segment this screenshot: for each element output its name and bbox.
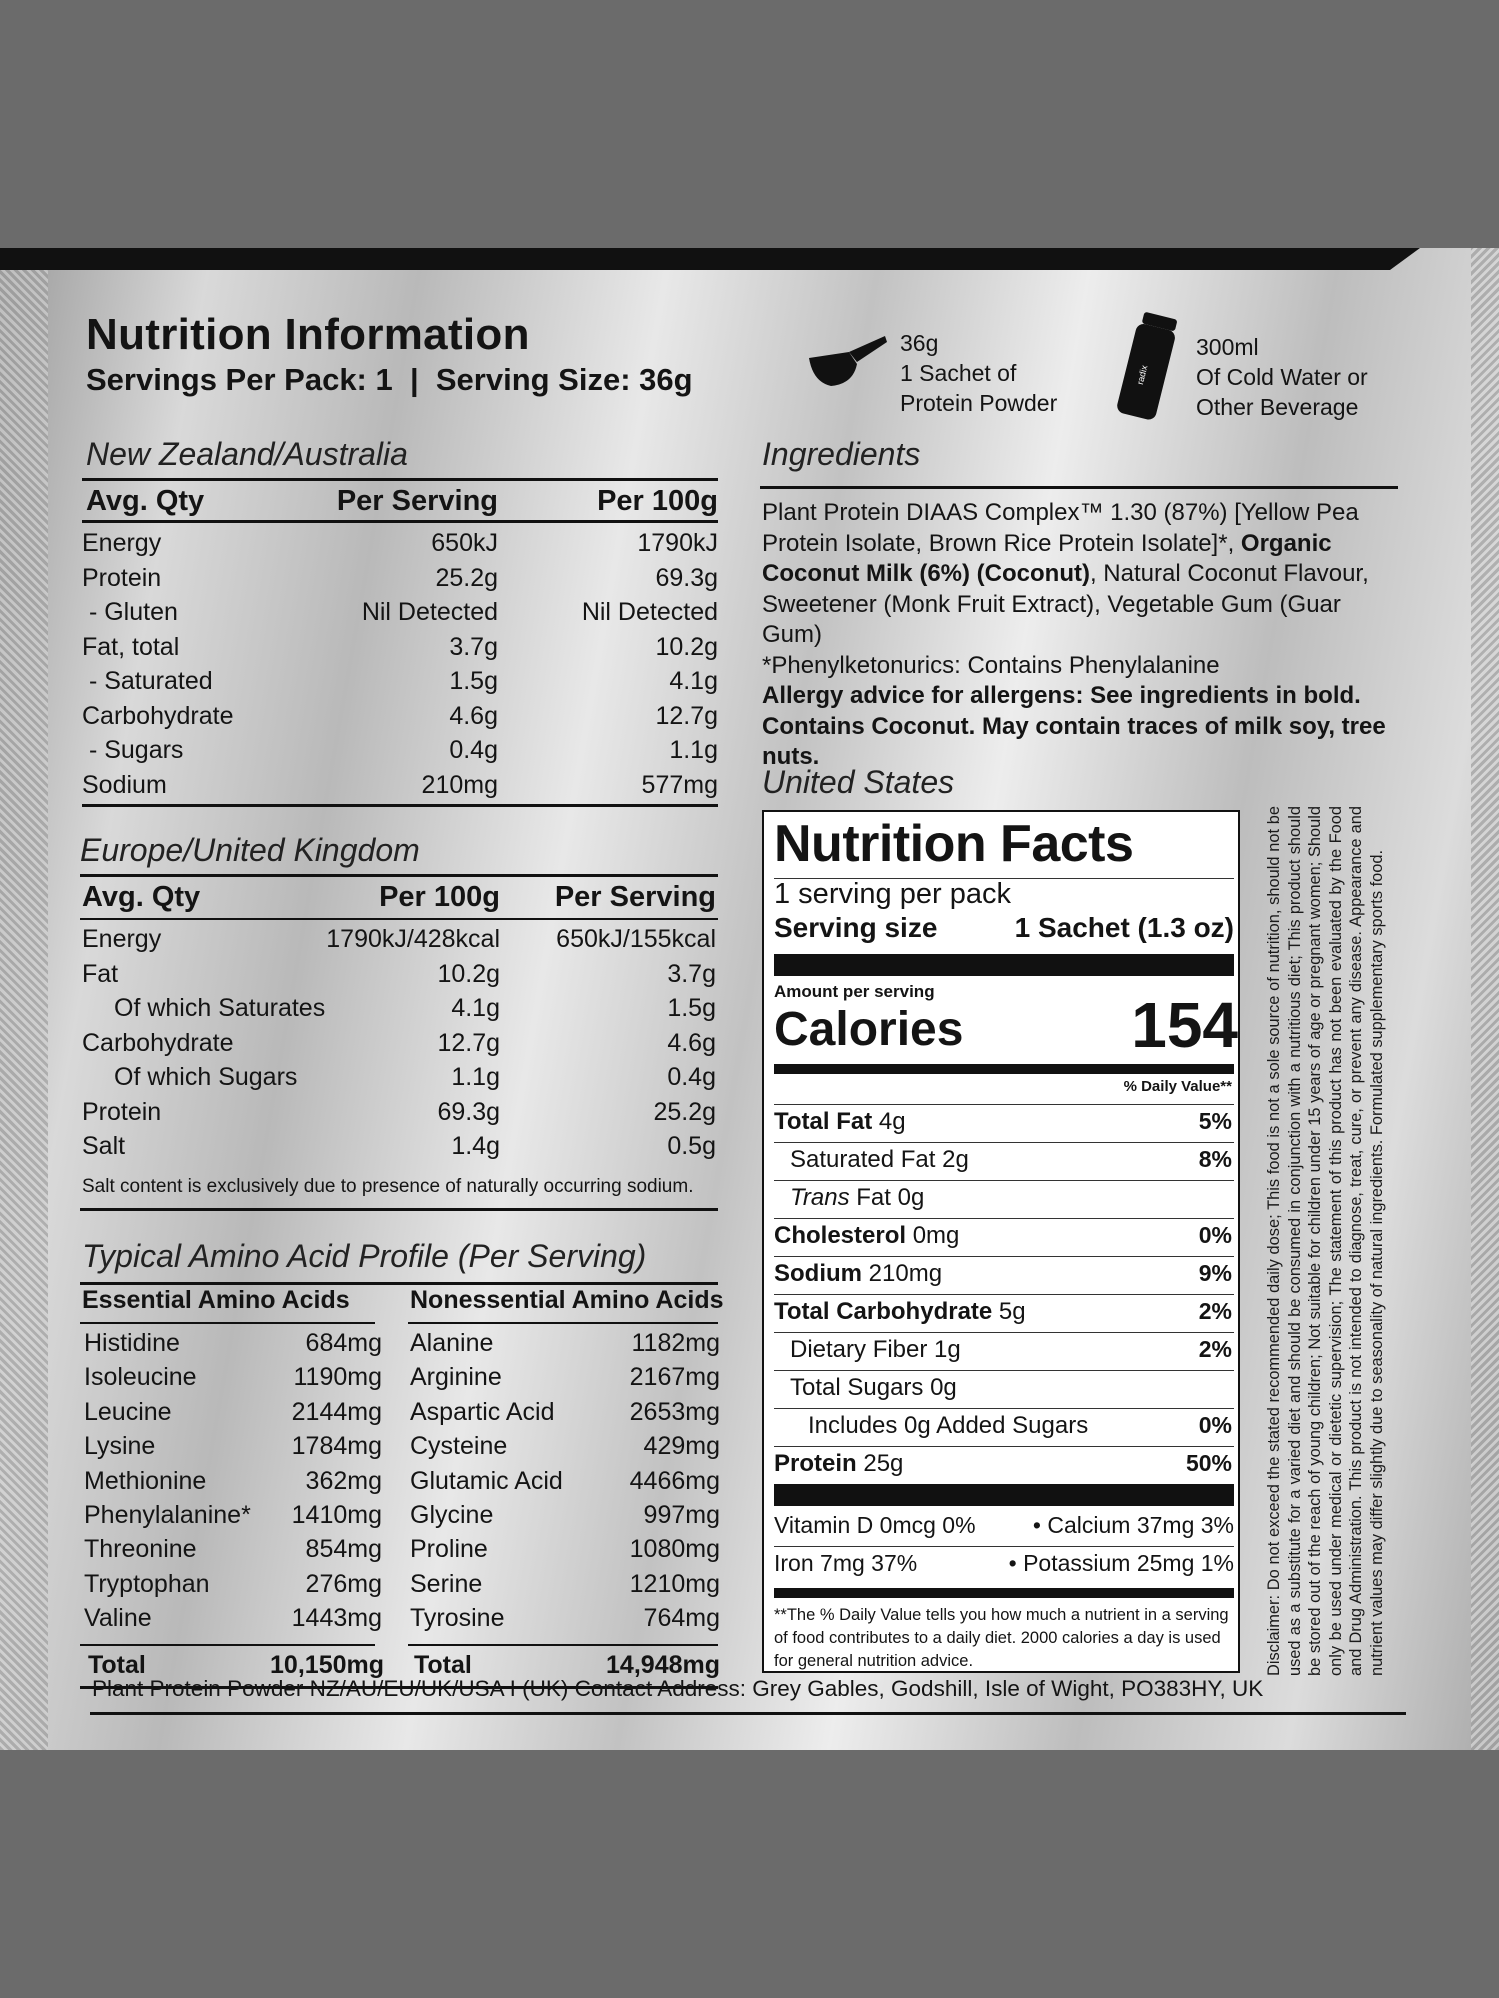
nz-au-row — [82, 561, 718, 595]
nz-au-header-100g: Per 100g — [597, 485, 718, 517]
nz-au-cell-label: Carbohydrate — [82, 701, 234, 730]
nonessential-amino-value: 2653mg — [629, 1397, 720, 1426]
nf-row — [774, 1108, 1232, 1136]
essential-amino-value: 684mg — [305, 1329, 382, 1357]
nf-row-rule — [774, 1142, 1234, 1143]
eu-uk-header-100g: Per 100g — [379, 881, 500, 913]
eu-uk-cell-100g: 69.3g — [437, 1097, 500, 1126]
nf-row-value: Fat 0g — [856, 1184, 925, 1211]
nf-serving-size-value: 1 Sachet (1.3 oz) — [1014, 912, 1234, 943]
nf-row-value: 5g — [998, 1298, 1026, 1325]
nz-au-cell-100g: 10.2g — [655, 632, 718, 661]
eu-uk-cell-100g: 1790kJ/428kcal — [326, 925, 500, 953]
nonessential-amino-value: 2167mg — [629, 1363, 720, 1392]
nf-vit2-right: • Potassium 25mg 1% — [1008, 1550, 1234, 1576]
nz-au-cell-serving: 4.6g — [449, 701, 498, 730]
nz-au-cell-label: Fat, total — [82, 632, 180, 661]
amino-top-rule — [80, 1282, 718, 1285]
nutrition-facts-box — [762, 810, 1240, 1673]
nf-row-label: Cholesterol — [774, 1222, 907, 1249]
eu-uk-cell-label: Of which Saturates — [114, 994, 326, 1022]
nf-row-pct: 0% — [1198, 1222, 1232, 1248]
nf-row-pct: 2% — [1198, 1298, 1232, 1324]
nonessential-amino-value: 764mg — [643, 1604, 720, 1633]
nf-row-label: Total Fat — [774, 1108, 873, 1135]
nz-au-cell-label: - Saturated — [82, 667, 213, 695]
eu-uk-cell-serving: 25.2g — [653, 1097, 716, 1126]
ingredients-text — [762, 498, 1402, 773]
nf-row-rule — [774, 1256, 1234, 1257]
nz-au-cell-label: Protein — [82, 563, 162, 592]
shaker-line2: Other Beverage — [1196, 394, 1359, 420]
essential-amino-name: Lysine — [84, 1432, 156, 1461]
nf-row-pct: 50% — [1185, 1450, 1232, 1476]
nf-dv-header: % Daily Value** — [1123, 1078, 1232, 1095]
nf-row-rule — [774, 1104, 1234, 1105]
nf-row-label: Sodium — [774, 1260, 862, 1287]
scoop-line2: Protein Powder — [900, 390, 1058, 416]
eu-uk-cell-100g: 12.7g — [437, 1028, 500, 1057]
nz-au-row — [82, 733, 718, 767]
nf-row — [790, 1146, 1232, 1174]
essential-amino-name: Tryptophan — [84, 1569, 210, 1598]
essential-amino-value: 854mg — [305, 1535, 382, 1564]
page-title: Nutrition Information — [86, 310, 530, 359]
essential-header-rule — [80, 1322, 375, 1324]
nf-row-rule — [774, 1218, 1234, 1219]
footer-rule — [90, 1712, 1406, 1715]
nz-au-cell-serving: 210mg — [421, 770, 498, 799]
nz-au-cell-label: Energy — [82, 529, 162, 557]
nf-serving-size-label: Serving size — [774, 912, 938, 943]
nf-row — [774, 1450, 1232, 1478]
eu-uk-cell-label: Salt — [82, 1132, 126, 1160]
eu-uk-cell-serving: 650kJ/155kcal — [556, 925, 716, 953]
essential-amino-name: Methionine — [84, 1466, 207, 1495]
nf-vit1-left: Vitamin D 0mcg 0% — [774, 1512, 976, 1538]
ingredients-part2: , Natural Coconut Flavour, Sweetener (Monk Fruit Extract), Vegetable Gum (Guar Gum) — [762, 560, 1369, 648]
nonessential-amino-value: 997mg — [643, 1501, 720, 1529]
nf-row — [774, 1298, 1232, 1326]
eu-uk-title: Europe/United Kingdom — [80, 832, 420, 868]
scoop-amount: 36g — [900, 330, 939, 356]
eu-uk-row — [82, 991, 716, 1025]
nf-row-value: 0mg — [912, 1222, 960, 1249]
scoop-line1: 1 Sachet of — [900, 360, 1017, 386]
nf-row-pct: 0% — [1198, 1412, 1232, 1438]
label-panel — [0, 248, 1499, 1750]
eu-uk-row — [82, 1026, 716, 1060]
nf-row-rule — [774, 1408, 1234, 1409]
eu-uk-header-qty: Avg. Qty — [82, 881, 201, 913]
eu-uk-cell-100g: 1.4g — [451, 1132, 500, 1160]
nf-row — [790, 1184, 1232, 1212]
nz-au-cell-label: - Sugars — [82, 736, 184, 764]
eu-uk-cell-serving: 4.6g — [667, 1028, 716, 1057]
essential-total-label: Total — [88, 1651, 146, 1679]
nf-row-rule — [774, 1446, 1234, 1447]
nz-au-row — [82, 526, 718, 560]
phenylketonurics-note: *Phenylketonurics: Contains Phenylalanine — [762, 651, 1220, 679]
nf-footnote: **The % Daily Value tells you how much a nutrient in a serving of food contributes to a daily diet. 2000 calories a day is used for general nutrition advice. — [774, 1606, 1229, 1670]
essential-amino-name: Leucine — [84, 1397, 172, 1426]
eu-uk-cell-label: Protein — [82, 1097, 162, 1126]
nz-au-row — [82, 768, 718, 802]
nf-row-pct: 8% — [1198, 1146, 1232, 1172]
nz-au-cell-serving: 25.2g — [435, 563, 498, 592]
nf-row — [774, 1260, 1232, 1288]
essential-amino-name: Phenylalanine* — [84, 1501, 251, 1529]
essential-amino-value: 1410mg — [291, 1501, 382, 1529]
eu-uk-cell-label: Of which Sugars — [114, 1063, 298, 1091]
nz-au-row — [82, 595, 718, 629]
eu-uk-row — [82, 957, 716, 991]
nonessential-amino-name: Aspartic Acid — [410, 1397, 555, 1426]
nonessential-amino-name: Proline — [410, 1535, 488, 1564]
nz-au-top-rule — [82, 478, 718, 481]
salt-note: Salt content is exclusively due to presence of naturally occurring sodium. — [82, 1176, 694, 1197]
nonessential-amino-value: 429mg — [643, 1432, 720, 1461]
eu-uk-cell-label: Fat — [82, 959, 119, 988]
essential-amino-name: Valine — [84, 1604, 152, 1633]
scoop-text — [900, 328, 1057, 418]
nf-vit2-left: Iron 7mg 37% — [774, 1550, 918, 1576]
nonessential-amino-name: Serine — [410, 1569, 483, 1598]
nf-calories-label: Calories — [774, 1003, 964, 1056]
essential-amino-value: 1784mg — [291, 1432, 382, 1461]
nf-row-label: Total Carbohydrate — [774, 1298, 993, 1325]
nz-au-header-serving: Per Serving — [336, 485, 498, 517]
essential-amino-value: 1443mg — [291, 1604, 382, 1633]
nonessential-total: 14,948mg — [606, 1651, 720, 1679]
nonessential-amino-name: Arginine — [410, 1363, 502, 1392]
nz-au-header-qty: Avg. Qty — [86, 485, 205, 517]
nf-row-label: Saturated Fat — [790, 1146, 936, 1173]
nz-au-header — [86, 484, 718, 518]
nf-thick-bar-4 — [774, 1588, 1234, 1598]
scoop-icon — [805, 330, 887, 390]
nf-row-pct: 2% — [1198, 1336, 1232, 1362]
nz-au-row — [82, 664, 718, 698]
nonessential-amino-name: Glycine — [410, 1501, 494, 1529]
nonessential-amino-value: 1080mg — [629, 1535, 720, 1564]
nonessential-total-label: Total — [414, 1651, 472, 1679]
essential-amino-name: Histidine — [84, 1329, 180, 1357]
eu-uk-row — [82, 1060, 716, 1094]
eu-uk-top-rule — [80, 874, 718, 877]
nf-row-value: 0g — [930, 1374, 957, 1401]
ingredients-rule — [760, 486, 1398, 489]
nonessential-amino-name: Glutamic Acid — [410, 1466, 563, 1495]
eu-uk-cell-label: Carbohydrate — [82, 1028, 234, 1057]
nf-row-rule — [774, 1370, 1234, 1371]
nonessential-amino-value: 4466mg — [629, 1466, 720, 1495]
essential-amino-value: 1190mg — [293, 1363, 382, 1392]
essential-header: Essential Amino Acids — [82, 1286, 350, 1314]
eu-uk-cell-serving: 0.4g — [667, 1063, 716, 1091]
nonessential-header-rule — [408, 1322, 718, 1324]
nf-row-pct: 9% — [1198, 1260, 1232, 1286]
eu-uk-header — [82, 880, 716, 914]
nf-row — [790, 1336, 1232, 1364]
nz-au-cell-100g: 12.7g — [655, 701, 718, 730]
shaker-line1: Of Cold Water or — [1196, 364, 1368, 390]
nf-row — [774, 1222, 1232, 1250]
nz-au-cell-100g: 69.3g — [655, 563, 718, 592]
essential-amino-value: 276mg — [305, 1569, 382, 1598]
top-background — [0, 0, 1499, 248]
nz-au-cell-100g: Nil Detected — [581, 598, 718, 626]
eu-uk-row — [82, 1129, 716, 1163]
nf-vit1-right: • Calcium 37mg 3% — [1032, 1512, 1234, 1538]
nf-row-rule — [774, 1294, 1234, 1295]
nonessential-header: Nonessential Amino Acids — [410, 1286, 724, 1314]
bottom-background — [0, 1750, 1499, 1998]
nz-au-cell-serving: 650kJ — [431, 529, 498, 557]
nf-row — [808, 1412, 1232, 1440]
nf-servings: 1 serving per pack — [774, 878, 1011, 910]
essential-total-rule — [80, 1644, 375, 1646]
nonessential-amino-value: 1182mg — [631, 1329, 720, 1357]
left-pattern-edge — [0, 270, 48, 1750]
nz-au-bottom-rule — [82, 804, 718, 807]
nz-au-cell-100g: 1.1g — [669, 736, 718, 764]
nonessential-amino-name: Alanine — [410, 1329, 494, 1357]
nz-au-cell-100g: 577mg — [641, 770, 718, 799]
us-title: United States — [762, 764, 955, 800]
nf-row-label: Dietary Fiber — [790, 1336, 928, 1363]
ingredients-title: Ingredients — [762, 436, 921, 472]
eu-uk-bottom-rule — [80, 1208, 718, 1211]
shaker-amount: 300ml — [1196, 334, 1259, 360]
eu-uk-cell-100g: 4.1g — [451, 994, 500, 1022]
nf-calories-value: 154 — [1131, 989, 1238, 1061]
eu-uk-cell-serving: 1.5g — [667, 994, 716, 1022]
nf-row — [790, 1374, 1232, 1402]
shaker-icon — [1112, 304, 1184, 422]
disclaimer-text: Disclaimer: Do not exceed the stated recommended daily dose; This food is not a sole source of nutrition, should not be used as a substitute for a varied diet and should be consumed in conjunction with a nutritious diet; This product should be stored out of the reach of young children; Not suitable for children under 15 years of age or pregnant women; Should only be used under medical or dietetic supervision; The statement of this product has not been evaluated by the Food and Drug Administration. This product is not intended to diagnose, treat, cure, or prevent any disease. Appearance and nutrient values may differ slightly due to seasonality of natural ingredients. Formulated supplementary sports food. — [1265, 806, 1386, 1676]
eu-uk-header-rule — [80, 918, 718, 920]
essential-amino-name: Threonine — [84, 1535, 197, 1564]
nz-au-cell-label: - Gluten — [82, 598, 178, 626]
nz-au-cell-label: Sodium — [82, 770, 167, 799]
nz-au-cell-100g: 4.1g — [669, 667, 718, 695]
page-subtitle: Servings Per Pack: 1 | Serving Size: 36g — [86, 362, 693, 397]
eu-uk-row — [82, 1095, 716, 1129]
nz-au-cell-100g: 1790kJ — [637, 529, 718, 557]
essential-total: 10,150mg — [270, 1651, 384, 1679]
essential-amino-value: 2144mg — [291, 1397, 382, 1426]
nonessential-amino-name: Cysteine — [410, 1432, 508, 1461]
eu-uk-cell-label: Energy — [82, 925, 162, 953]
nf-thick-bar-3 — [774, 1484, 1234, 1506]
nonessential-amino-value: 1210mg — [629, 1569, 720, 1598]
eu-uk-cell-serving: 3.7g — [667, 959, 716, 988]
nf-row-label: Protein — [774, 1450, 857, 1477]
right-pattern-edge — [1471, 248, 1499, 1750]
nz-au-row — [82, 699, 718, 733]
eu-uk-cell-100g: 10.2g — [437, 959, 500, 988]
eu-uk-header-serving: Per Serving — [554, 881, 716, 913]
nf-row-label: Trans — [790, 1184, 850, 1211]
nf-row-rule — [774, 1332, 1234, 1333]
ingredients-part1: Plant Protein DIAAS Complex™ 1.30 (87%) [Yellow Pea Protein Isolate, Brown Rice Protein Isolate]*, — [762, 499, 1359, 557]
nz-au-cell-serving: Nil Detected — [361, 598, 498, 626]
amino-title: Typical Amino Acid Profile (Per Serving) — [82, 1238, 647, 1274]
essential-amino-name: Isoleucine — [84, 1363, 197, 1392]
ingredients-bold: Organic Coconut Milk (6%) (Coconut) — [762, 529, 1332, 587]
footer-text: Plant Protein Powder NZ/AU/EU/UK/USA I (UK) Contact Address: Grey Gables, Godshill, Isle of Wight, PO383HY, UK — [92, 1676, 1264, 1701]
essential-amino-value: 362mg — [305, 1466, 382, 1495]
nf-vit-rule — [774, 1546, 1234, 1547]
eu-uk-row — [82, 922, 716, 956]
nf-thick-bar-1 — [774, 954, 1234, 976]
nf-title: Nutrition Facts — [774, 815, 1134, 873]
top-black-bar — [0, 248, 1390, 270]
allergy-advice: Allergy advice for allergens: See ingredients in bold. Contains Coconut. May contain traces of milk soy, tree nuts. — [762, 682, 1386, 770]
nz-au-cell-serving: 0.4g — [449, 736, 498, 764]
eu-uk-cell-serving: 0.5g — [667, 1132, 716, 1160]
nf-row-value: 1g — [934, 1336, 961, 1363]
nf-row-label: Includes 0g Added Sugars — [808, 1412, 1089, 1439]
nz-au-row — [82, 630, 718, 664]
nf-row-value: 4g — [878, 1108, 906, 1135]
nf-row-value: 210mg — [868, 1260, 943, 1287]
shaker-text — [1196, 332, 1368, 422]
nz-au-header-rule — [82, 520, 718, 523]
nf-row-rule — [774, 1180, 1234, 1181]
nf-row-label: Total Sugars — [790, 1374, 924, 1401]
nf-row-value: 25g — [863, 1450, 904, 1477]
nz-au-cell-serving: 3.7g — [449, 632, 498, 661]
nonessential-total-rule — [408, 1644, 718, 1646]
nf-amount-per-serving: Amount per serving — [774, 982, 935, 1001]
shaker-brand: radix — [1134, 364, 1150, 386]
nf-row-pct: 5% — [1198, 1108, 1232, 1134]
nf-row-value: 2g — [942, 1146, 969, 1173]
nf-thick-bar-2 — [774, 1064, 1234, 1074]
nz-au-title: New Zealand/Australia — [86, 436, 408, 472]
nonessential-amino-name: Tyrosine — [410, 1604, 505, 1633]
nz-au-cell-serving: 1.5g — [449, 667, 498, 695]
eu-uk-cell-100g: 1.1g — [451, 1063, 500, 1091]
